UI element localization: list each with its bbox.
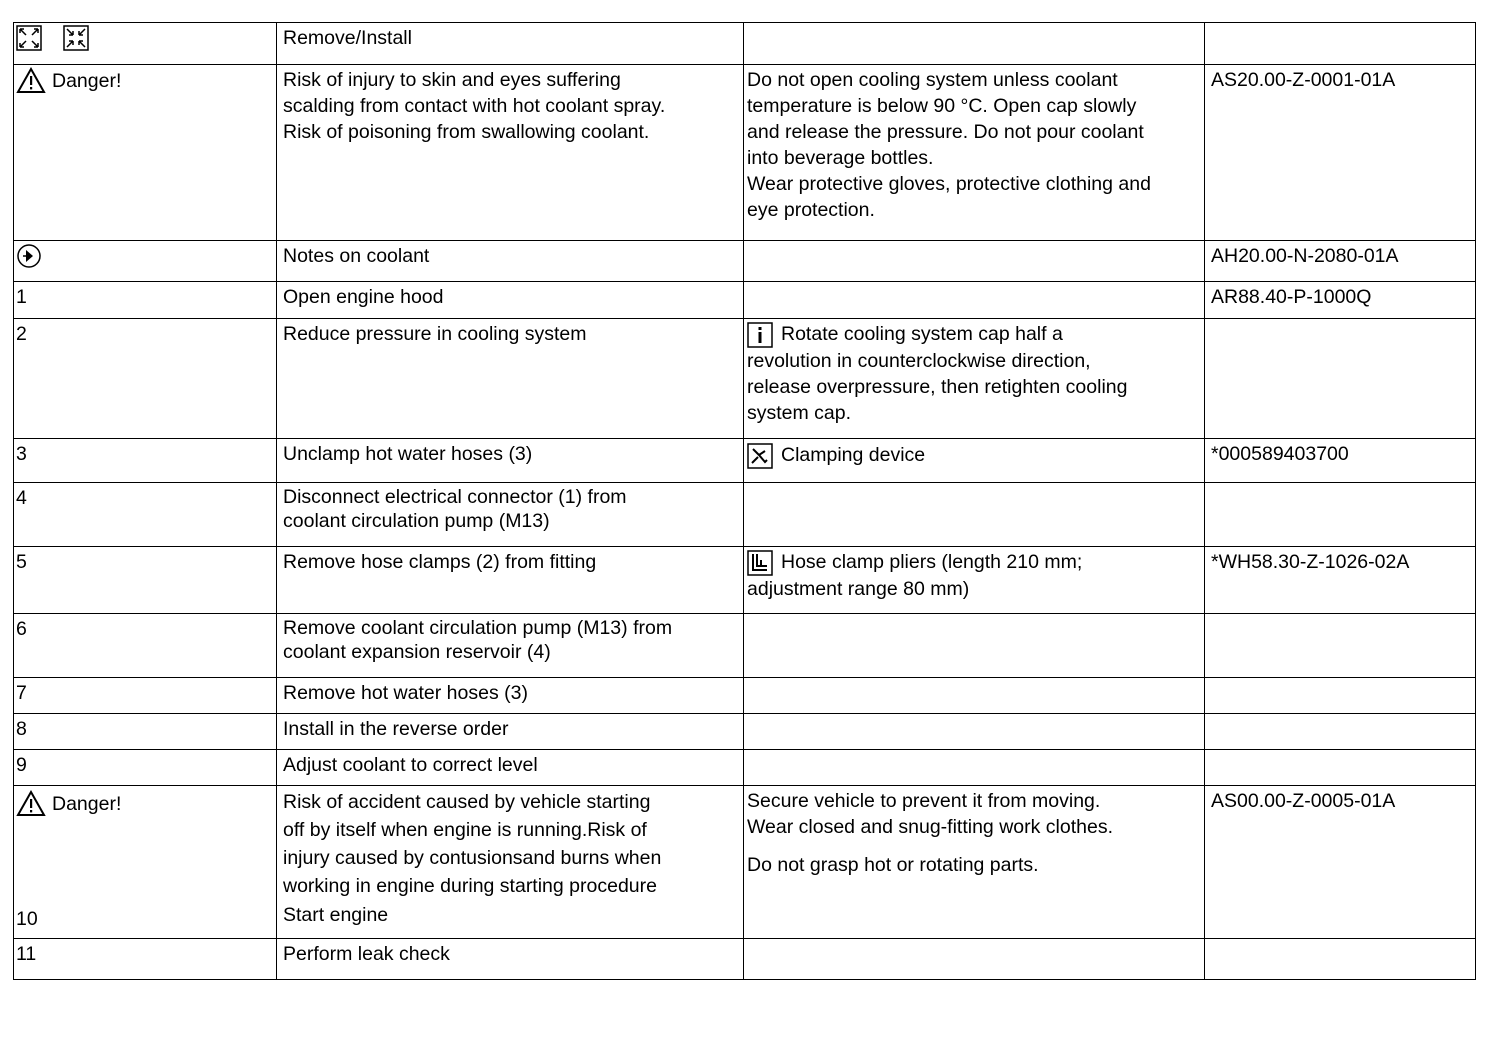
table-row	[14, 614, 1476, 678]
action-text: Adjust coolant to correct level	[277, 750, 744, 786]
step-number: 6	[14, 614, 277, 678]
header-icons-cell	[14, 23, 277, 65]
note-text: Hose clamp pliers (length 210 mm; adjustment range 80 mm)	[747, 551, 1083, 600]
table-row	[14, 483, 1476, 547]
danger-cell	[14, 65, 277, 241]
table-row	[14, 439, 1476, 483]
step-number: 8	[14, 714, 277, 750]
action-text: Disconnect electrical connector (1) from coolant circulation pump (M13)	[277, 483, 744, 547]
step-number: 3	[14, 439, 277, 483]
warning-triangle-icon	[16, 790, 46, 817]
action-text: Notes on coolant	[277, 241, 744, 282]
step-number: 4	[14, 483, 277, 547]
remove-icon	[16, 25, 42, 58]
table-row	[14, 65, 1476, 241]
action-text: Remove hose clamps (2) from fitting	[277, 547, 744, 614]
step-number: 11	[14, 939, 277, 980]
action-text: Unclamp hot water hoses (3)	[277, 439, 744, 483]
note-text: Rotate cooling system cap half a revolution in counterclockwise direction, release overpressure, then retighten cooling system cap.	[747, 323, 1128, 424]
step-number: 1	[14, 282, 277, 319]
step-number: 7	[14, 678, 277, 714]
note-arrow-icon	[16, 243, 42, 269]
reference-code: AR88.40-P-1000Q	[1205, 282, 1476, 319]
reference-code: AH20.00-N-2080-01A	[1205, 241, 1476, 282]
procedure-table	[13, 22, 1476, 980]
reference-code: *WH58.30-Z-1026-02A	[1205, 547, 1476, 614]
action-text: Start engine	[283, 904, 389, 926]
danger-text: Risk of accident caused by vehicle starting off by itself when engine is running.Risk of injury caused by contusionsand burns when working in engine during starting procedure	[283, 791, 662, 897]
header-title: Remove/Install	[277, 23, 744, 65]
danger-note: Do not open cooling system unless coolant temperature is below 90 °C. Open cap slowly and release the pressure. Do not pour coolant into beverage bottles. Wear protective gloves, protective clothing and eye protection.	[744, 65, 1205, 241]
step-number: 2	[14, 319, 277, 439]
action-text: Perform leak check	[277, 939, 744, 980]
reference-code: *000589403700	[1205, 439, 1476, 483]
danger-note: Secure vehicle to prevent it from moving. Wear closed and snug-fitting work clothes.	[747, 790, 1113, 838]
table-row	[14, 939, 1476, 980]
action-text: Remove coolant circulation pump (M13) from coolant expansion reservoir (4)	[277, 614, 744, 678]
table-row	[14, 786, 1476, 939]
reference-code: AS20.00-Z-0001-01A	[1205, 65, 1476, 241]
table-row	[14, 750, 1476, 786]
step-number: 10	[16, 908, 38, 930]
info-icon	[747, 322, 773, 348]
table-row	[14, 319, 1476, 439]
table-row	[14, 23, 1476, 65]
danger-label: Danger!	[52, 69, 122, 92]
commercial-tool-icon	[747, 550, 773, 576]
warning-triangle-icon	[16, 67, 46, 94]
danger-text: Risk of injury to skin and eyes suffering scalding from contact with hot coolant spray. Risk of poisoning from swallowing coolant.	[277, 65, 744, 241]
table-row	[14, 678, 1476, 714]
table-row	[14, 547, 1476, 614]
special-tool-icon	[747, 443, 773, 469]
note-text: Clamping device	[781, 444, 926, 466]
step-number: 9	[14, 750, 277, 786]
table-row	[14, 714, 1476, 750]
reference-code: AS00.00-Z-0005-01A	[1205, 786, 1476, 939]
danger-label: Danger!	[52, 792, 122, 815]
step-number: 5	[14, 547, 277, 614]
table-row	[14, 241, 1476, 282]
action-text: Open engine hood	[277, 282, 744, 319]
install-icon	[63, 25, 89, 58]
danger-note-2: Do not grasp hot or rotating parts.	[747, 854, 1039, 876]
action-text: Remove hot water hoses (3)	[277, 678, 744, 714]
table-row	[14, 282, 1476, 319]
action-text: Install in the reverse order	[277, 714, 744, 750]
action-text: Reduce pressure in cooling system	[277, 319, 744, 439]
